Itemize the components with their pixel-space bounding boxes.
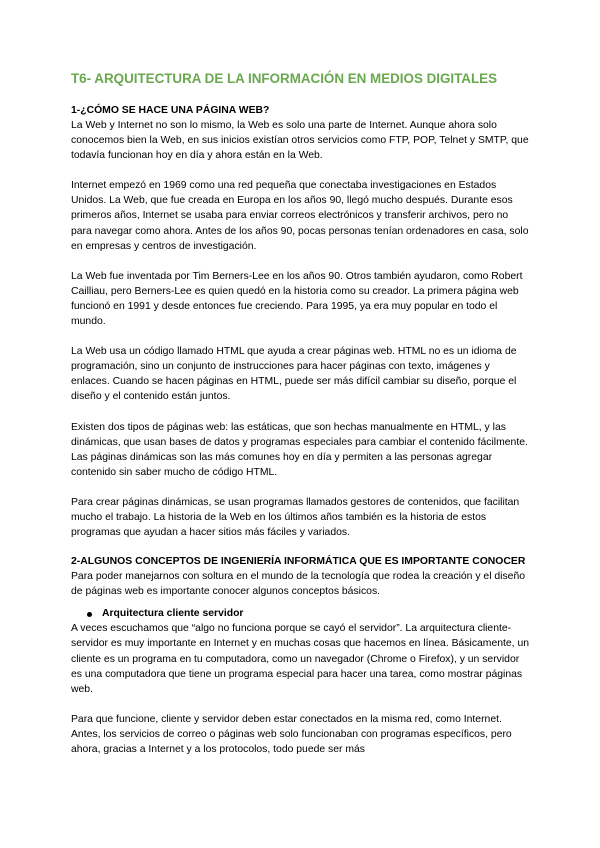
bullet-icon xyxy=(87,612,92,617)
paragraph: Para que funcione, cliente y servidor deben estar conectados en la misma red, como Internet. Antes, los servicios de correo o páginas web solo funcionaban con programas específicos, pero ahora, gracias a Internet y a los protocolos, todo puede ser más xyxy=(71,713,512,755)
document-title: T6- ARQUITECTURA DE LA INFORMACIÓN EN MEDIOS DIGITALES xyxy=(71,71,498,86)
section-2-intro: Para poder manejarnos con soltura en el mundo de la tecnología que rodea la creación y el diseño de páginas web es importante conocer algunos conceptos básicos. xyxy=(71,571,526,598)
paragraph: Internet empezó en 1969 como una red pequeña que conectaba investigaciones en Estados Unidos. La Web, que fue creada en Europa en los años 90, llegó mucho después. Durante esos primeros años, Internet se usaba para enviar correos electrónicos y transferir archivos, pero no para navegar como ahora. Antes de los años 90, pocas personas tenían ordenadores en casa, solo en empresas y centros de investigación. xyxy=(71,180,529,252)
document-page xyxy=(71,70,531,772)
paragraph: La Web fue inventada por Tim Berners-Lee en los años 90. Otros también ayudaron, como Robert Cailliau, pero Berners-Lee es quien quedó en la historia como su creador. La primera página web funcionó en 1991 y desde entonces fue creciendo. Para 1995, ya era muy popular en todo el mundo. xyxy=(71,270,523,328)
section-2 xyxy=(71,555,531,757)
section-1-heading: 1-¿CÓMO SE HACE UNA PÁGINA WEB? xyxy=(71,105,270,116)
paragraph: A veces escuchamos que “algo no funciona porque se cayó el servidor”. La arquitectura cliente-servidor es muy importante en Internet y en muchas cosas que hacemos en línea. Básicamente, un cliente es un programa en tu computadora, como un navegador (Chrome o Firefox), y un servidor es una computadora que tiene un programa especial para hacer una tarea, como mostrar páginas web. xyxy=(71,623,530,695)
paragraph: Para crear páginas dinámicas, se usan programas llamados gestores de contenidos, que facilitan mucho el trabajo. La historia de la Web en los últimos años también es la historia de estos programas que ayudan a hacer sitios más fáciles y variados. xyxy=(71,496,520,539)
bullet-heading xyxy=(71,607,531,621)
bullet-heading-label: Arquitectura cliente servidor xyxy=(102,608,244,620)
section-1 xyxy=(71,104,531,540)
paragraph: La Web y Internet no son lo mismo, la Web es solo una parte de Internet. Aunque ahora solo conocemos bien la Web, en sus inicios existían otros servicios como FTP, POP, Telnet y SMTP, que todavía funcionan hoy en día y ahora están en la Web. xyxy=(71,120,529,162)
paragraph: Existen dos tipos de páginas web: las estáticas, que son hechas manualmente en HTML, y las dinámicas, que usan bases de datos y programas especiales para cambiar el contenido fácilmente. Las páginas dinámicas son las más comunes hoy en día y permiten a las personas agregar contenido sin saber mucho de código HTML. xyxy=(71,421,528,478)
section-2-heading: 2-ALGUNOS CONCEPTOS DE INGENIERÍA INFORMÁTICA QUE ES IMPORTANTE CONOCER xyxy=(71,556,526,568)
paragraph: La Web usa un código llamado HTML que ayuda a crear páginas web. HTML no es un idioma de programación, sino un conjunto de instrucciones para hacer páginas con texto, imágenes y enlaces. Cuando se hacen páginas en HTML, puede ser más difícil cambiar su diseño, porque el diseño y el contenido están juntos. xyxy=(71,346,517,403)
